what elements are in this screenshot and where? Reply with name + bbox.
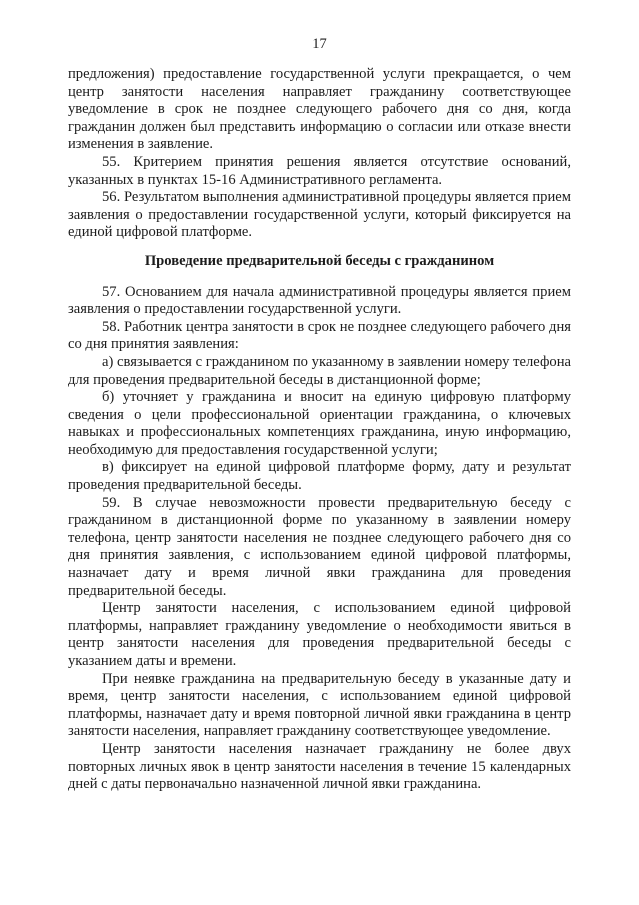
paragraph-notification: Центр занятости населения, с использованием единой цифровой платформы, направляет гражданину уведомление о необходимости явиться в центр занятости населения для проведения предварительной беседы с указанием даты и времени.	[68, 600, 571, 669]
paragraph-no-show: При неявке гражданина на предварительную беседу в указанные дату и время, центр занятости населения, с использованием единой цифровой платформы, назначает дату и время повторной личной явки гражданина в центр занятости населения, направляет гражданину соответствующее уведомление.	[68, 670, 571, 740]
paragraph-59: 59. В случае невозможности провести предварительную беседу с гражданином в дистанционной форме по указанному в заявлении номеру телефона, центр занятости населения не позднее следующего рабочего дня со дня принятия заявления, с использованием единой цифровой платформы, назначает дату и время личной явки гражданина для проведения предварительной беседы.	[68, 494, 571, 599]
paragraph-58-c: в) фиксирует на единой цифровой платформе форму, дату и результат проведения предварительной беседы.	[68, 459, 571, 494]
paragraph-58-a: а) связывается с гражданином по указанному в заявлении номеру телефона для проведения предварительной беседы в дистанционной форме;	[68, 353, 571, 388]
paragraph-58-b: б) уточняет у гражданина и вносит на единую цифровую платформу сведения о цели профессиональной ориентации гражданина, о ключевых навыках и профессиональных компетенциях гражданина, иную информацию, необходимую для предоставления государственной услуги;	[68, 389, 571, 458]
paragraph-56: 56. Результатом выполнения административной процедуры является прием заявления о предоставлении государственной услуги, который фиксируется на единой цифровой платформе.	[68, 189, 571, 241]
paragraph-57: 57. Основанием для начала административной процедуры является прием заявления о предоставлении государственной услуги.	[68, 283, 571, 318]
paragraph-continuation: предложения) предоставление государственной услуги прекращается, о чем центр занятости населения направляет гражданину соответствующее уведомление в срок не позднее следующего рабочего дня со дня, когда гражданин должен был представить информацию о согласии или отказе внести изменения в заявление.	[68, 66, 571, 153]
paragraph-58: 58. Работник центра занятости в срок не позднее следующего рабочего дня со дня принятия заявления:	[68, 318, 571, 353]
paragraph-55: 55. Критерием принятия решения является отсутствие оснований, указанных в пунктах 15-16 Административного регламента.	[68, 153, 571, 188]
section-heading: Проведение предварительной беседы с гражданином	[144, 252, 495, 269]
paragraph-repeat-visits: Центр занятости населения назначает гражданину не более двух повторных личных явок в центр занятости населения в течение 15 календарных дней с даты первоначально назначенной личной явки гражданина.	[68, 740, 571, 793]
page-number: 17	[312, 36, 327, 52]
